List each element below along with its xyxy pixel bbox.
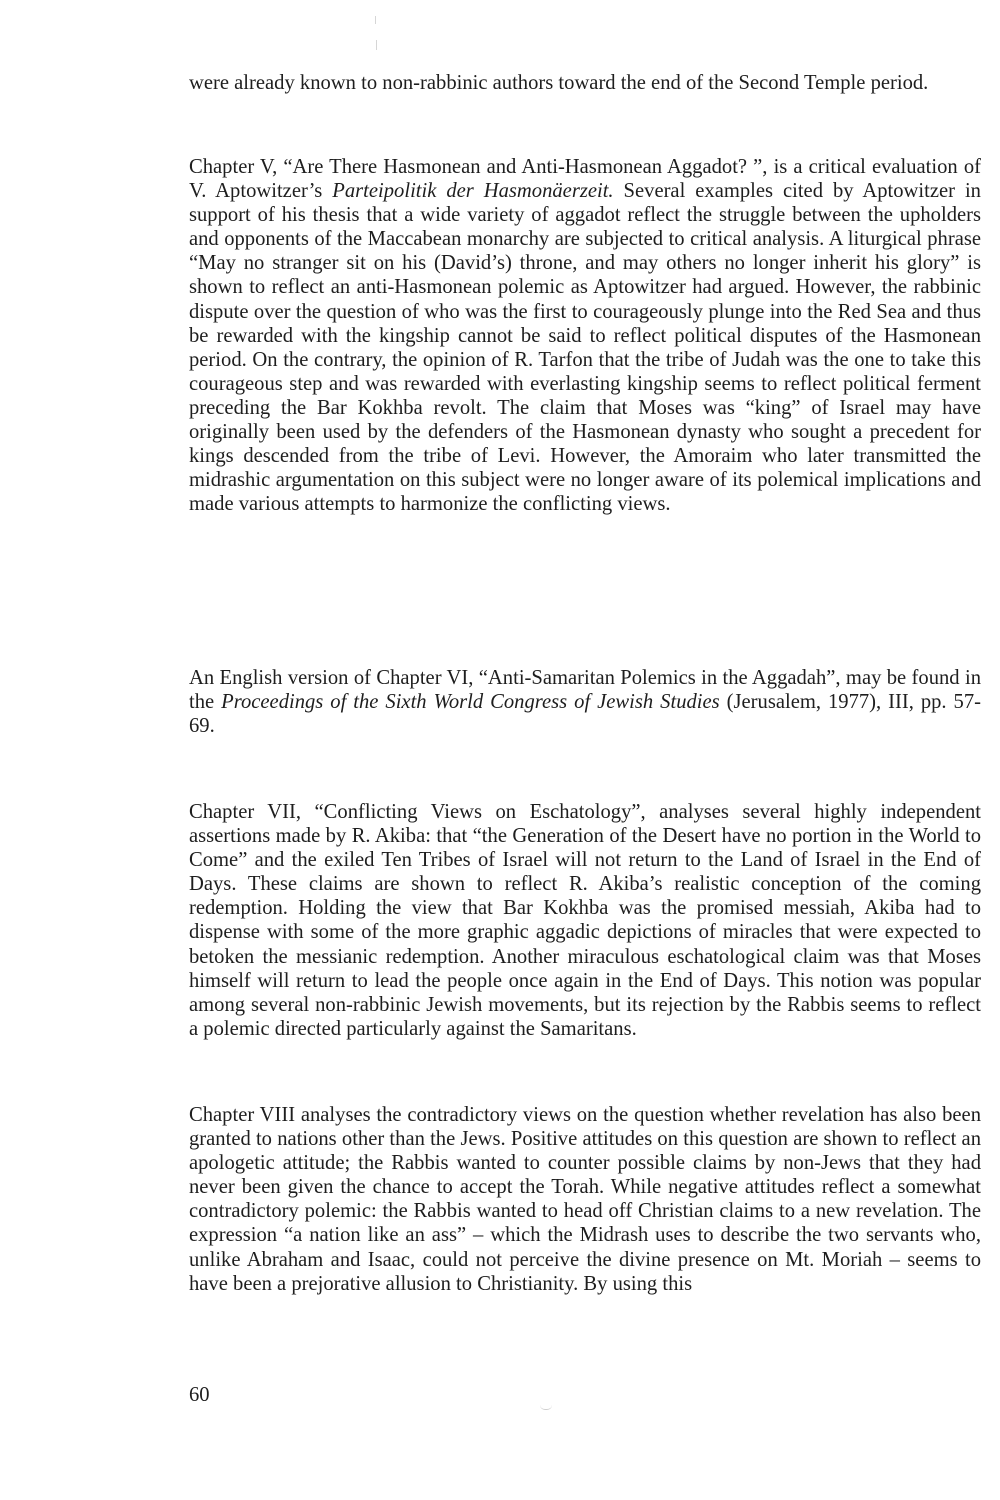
text-run: Several examples cited by Aptowitzer in support of his thesis that a wide variety of aggadot reflect the struggle between the upholders and opponents of the Maccabean monarchy are subjected to critical analysis. A liturgical phrase “May no stranger sit on his (David’s) throne, and may others no longer inherit his glory” is shown to reflect an anti-Hasmonean polemic as Aptowitzer had argued. However, the rabbinic dispute over the question of who was the first to courageously plunge into the Red Sea and thus be rewarded with the kingship cannot be said to reflect political disputes of the Hasmonean period. On the contrary, the opinion of R. Tarfon that the tribe of Judah was the one to take this courageous step and was rewarded with everlasting kingship seems to reflect political ferment preceding the Bar Kokhba revolt. The claim that Moses was “king” of Israel may have originally been used by the defenders of the Hasmonean dynasty who sought a precedent for kings descended from the tribe of Levi. However, the Amoraim who later transmitted the midrashic argumentation on this subject were no longer aware of its polemical implications and made various attempts to harmonize the conflicting views.	[189, 180, 981, 516]
italic-title: Proceedings of the Sixth World Congress of Jewish Studies	[221, 691, 720, 714]
text-run: Chapter VIII analyses the contradictory views on the question whether revelation has also been granted to nations other than the Jews. Positive attitudes on this question are shown to reflect an apologetic attitude; the Rabbis wanted to counter possible claims by non-Jews that they had never been given the chance to accept the Torah. While negative attitudes reflect a somewhat contradictory polemic: the Rabbis wanted to head off Christian claims to a new revelation. The expression “a nation like an ass” – which the Midrash uses to describe the two servants who, unlike Abraham and Isaac, could not perceive the divine presence on Mt. Moriah – seems to have been a prejorative allusion to Christianity. By using this	[189, 1104, 981, 1295]
italic-title: Parteipolitik der Hasmonäerzeit.	[332, 180, 614, 203]
paragraph	[189, 666, 981, 738]
page-number: 60	[189, 1384, 210, 1406]
paragraph	[189, 155, 981, 516]
paragraph	[189, 800, 981, 1041]
paragraph	[189, 1103, 981, 1296]
text-run: Chapter VII, “Conflicting Views on Eschatology”, analyses several highly independent assertions made by R. Akiba: that “the Generation of the Desert have no portion in the World to Come” and the exiled Ten Tribes of Israel will not return to the Land of Israel in the End of Days. These claims are shown to reflect R. Akiba’s realistic conception of the coming redemption. Holding the view that Bar Kokhba was the promised messiah, Akiba had to dispense with some of the more graphic aggadic depictions of miracles that were expected to betoken the messianic redemption. Another miraculous eschatological claim was that Moses himself will return to lead the people once again in the End of Days. This notion was popular among several non-rabbinic Jewish movements, but its rejection by the Rabbis seems to reflect a polemic directed particularly against the Samaritans.	[189, 801, 981, 1040]
paragraph	[189, 71, 981, 95]
scan-mark	[375, 16, 376, 24]
text-run: An English version of Chapter VI, “Anti-Samaritan Polemics in the Aggadah”, may be found in the	[189, 667, 981, 714]
text-run: Chapter V, “Are There Hasmonean and Anti-Hasmonean Aggadot? ”, is a critical evaluation of V. Aptowitzer’s	[189, 156, 981, 203]
scan-mark	[376, 40, 377, 50]
scan-mark	[540, 1405, 552, 1410]
text-run: (Jerusalem, 1977), III, pp. 57-69.	[189, 691, 982, 738]
text-run: were already known to non-rabbinic authors toward the end of the Second Temple period.	[189, 72, 929, 94]
